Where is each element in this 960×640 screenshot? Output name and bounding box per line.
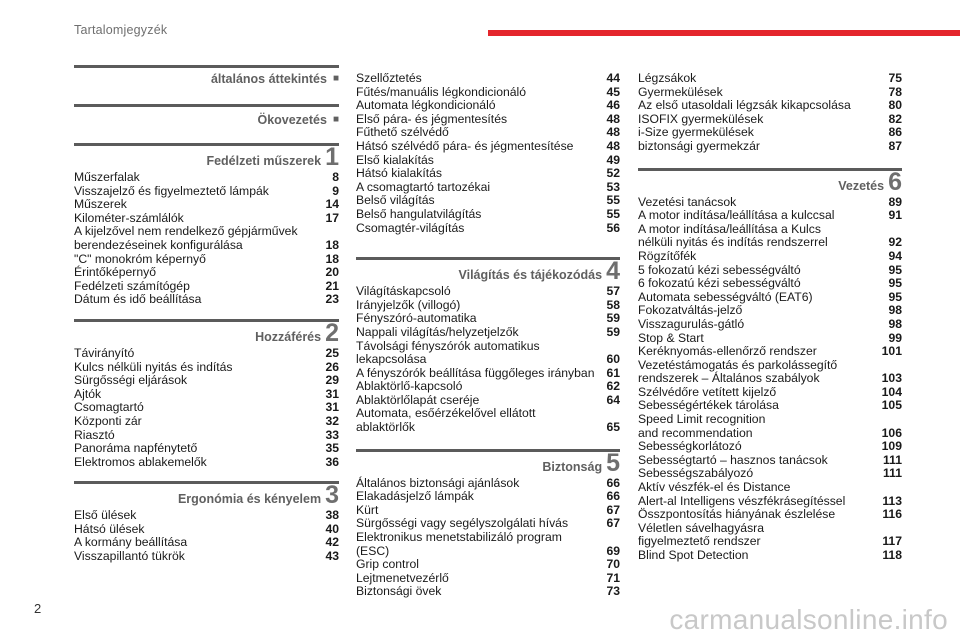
toc-entry-title: Automata sebességváltó (EAT6) [638,289,813,304]
toc-entry-title: Távolsági fényszórók automatikus lekapcsolása [356,338,540,367]
section-marker-icon: ■ [332,73,339,84]
toc-entry[interactable] [356,140,620,154]
toc-entry-page: 57 [606,284,620,299]
toc-entry-page: 58 [606,297,620,312]
toc-entry-title: Érintőképernyő [74,265,156,280]
toc-entry-title: ISOFIX gyermekülések [638,111,764,126]
toc-entry[interactable] [74,509,339,523]
toc-entry-page: 111 [883,452,902,467]
toc-entry-page: 18 [325,251,339,266]
toc-entry-title: Fényszóró-automatika [356,311,477,326]
toc-column-2 [356,72,620,599]
section-title: Biztonság [542,459,603,474]
toc-entry-page: 98 [888,316,902,331]
toc-entry[interactable] [638,359,902,386]
toc-entry-page: 31 [325,386,339,401]
toc-entry-page: 101 [881,344,902,359]
toc-entry[interactable] [356,477,620,491]
toc-entry[interactable] [74,429,339,443]
toc-entry-title: Elektromos ablakemelők [74,454,207,469]
toc-entry-title: Gyermekülések [638,84,723,99]
toc-entry-title: Panoráma napfénytető [74,441,198,456]
toc-entry-page: 21 [325,278,339,293]
toc-entry-title: Aktív vészfék-el és Distance Alert-al Intelligens vészfékrásegítéssel [638,480,846,508]
toc-entry-title: Ajtók [74,386,102,401]
toc-entry-page: 66 [606,489,620,504]
toc-entry-page: 116 [882,507,902,522]
toc-entry-title: A kijelzővel nem rendelkező gépjárművek berendezéseinek konfigurálása [74,224,298,252]
toc-entry-page: 94 [888,248,902,263]
toc-entry-page: 73 [606,584,620,599]
toc-entry-page: 104 [881,384,902,399]
toc-entry-title: Hátsó szélvédő pára- és jégmentesítése [356,138,574,153]
toc-entry-page: 86 [888,125,902,140]
toc-entry-title: Ablaktörlő-kapcsoló [356,379,463,394]
toc-entry-page: 71 [606,570,620,585]
toc-entry-page: 59 [606,324,620,339]
toc-entry[interactable] [638,481,902,508]
toc-entry-page: 89 [888,194,902,209]
toc-entry-page: 95 [888,262,902,277]
section-header-2[interactable] [74,318,339,347]
toc-entry[interactable] [356,167,620,181]
toc-entry[interactable] [638,126,902,140]
toc-entry-page: 67 [606,502,620,517]
toc-entry[interactable] [356,380,620,394]
toc-entry[interactable] [638,332,902,346]
toc-entry-page: 95 [888,289,902,304]
toc-entry[interactable] [638,113,902,127]
toc-entry-title: A kormány beállítása [74,535,188,550]
toc-entry-title: Általános biztonsági ajánlások [356,475,520,490]
toc-entry-page: 48 [606,125,620,140]
section-title: Hozzáférés [255,329,322,344]
toc-entry-title: Fűthető szélvédő [356,125,449,140]
toc-entry[interactable] [74,212,339,226]
toc-entry[interactable] [638,440,902,454]
toc-entry[interactable] [638,549,902,563]
toc-entry-title: Elektronikus menetstabilizáló program (ESC) [356,530,562,558]
section-entries [356,477,620,599]
toc-entry-page: 70 [606,557,620,572]
toc-entry[interactable] [74,523,339,537]
toc-entry[interactable] [74,388,339,402]
toc-entry-page: 55 [606,193,620,208]
toc-entry-page: 103 [881,371,902,386]
toc-entry-title: Belső világítás [356,193,435,208]
section-title: Ökovezetés [257,113,327,127]
section-number: 2 [325,318,339,347]
toc-entry-page: 29 [325,373,339,388]
toc-entry[interactable] [74,347,339,361]
toc-entry[interactable] [356,312,620,326]
toc-entry-page: 35 [325,441,339,456]
section-title: Fedélzeti műszerek [206,154,322,168]
toc-entry-title: Az első utasoldali légzsák kikapcsolása [638,98,851,113]
toc-entry-page: 105 [881,398,902,413]
toc-entry-page: 61 [606,365,620,380]
section-marker-icon: ■ [332,114,339,125]
toc-entry-title: Blind Spot Detection [638,548,749,562]
toc-entry-page: 82 [888,111,902,126]
toc-entry-title: Dátum és idő beállítása [74,292,202,307]
section-number: 6 [888,167,902,196]
toc-entry-title: Belső hangulatvilágítás [356,206,482,221]
toc-entry[interactable] [74,171,339,185]
toc-entry-page: 49 [606,152,620,167]
toc-entry-title: 6 fokozatú kézi sebességváltó [638,276,801,291]
toc-entry-page: 117 [882,534,902,549]
toc-entry-page: 62 [606,379,620,394]
toc-entry[interactable] [638,467,902,481]
toc-entry-page: 9 [332,183,339,198]
toc-entry[interactable] [638,413,902,440]
toc-entry[interactable] [356,504,620,518]
toc-entry-title: Sebességkorlátozó [638,439,742,454]
toc-entry-page: 56 [606,220,620,235]
toc-entry-page: 111 [883,466,902,481]
toc-column-3 [638,72,902,563]
toc-entry-page: 43 [325,549,339,564]
toc-entry-page: 18 [325,237,339,252]
toc-entry-title: Első ülések [74,508,137,523]
section-number: 4 [606,257,620,286]
toc-entry[interactable] [356,99,620,113]
section-number: 5 [606,448,620,477]
section-title: Ergonómia és kényelem [177,492,322,507]
section-number: 3 [325,481,339,510]
toc-entry-title: A motor indítása/leállítása a kulccsal [638,208,835,223]
toc-entry[interactable] [638,277,902,291]
watermark: carmanualsonline.info [669,604,948,635]
toc-entry[interactable] [74,415,339,429]
toc-entry[interactable] [356,154,620,168]
toc-entry-page: 31 [325,400,339,415]
toc-entry[interactable] [74,374,339,388]
toc-entry[interactable] [74,361,339,375]
toc-entry-page: 52 [606,166,620,181]
section-header-5[interactable] [356,448,620,477]
toc-entry-title: Légzsákok [638,71,697,85]
header-accent-bar [488,30,960,36]
section-header-4[interactable] [356,257,620,286]
toc-entry[interactable] [638,386,902,400]
toc-entry-title: Első kialakítás [356,152,434,167]
toc-entry[interactable] [356,531,620,558]
toc-entry-title: Csomagtartó [74,400,144,415]
toc-entry[interactable] [356,208,620,222]
toc-entry[interactable] [638,264,902,278]
toc-entry[interactable] [638,318,902,332]
toc-entry-page: 32 [325,413,339,428]
toc-entry[interactable] [638,454,902,468]
toc-entry-page: 20 [325,265,339,280]
toc-entry-title: Műszerek [74,197,127,212]
toc-entry-page: 78 [888,84,902,99]
section-header-eco[interactable] [74,100,339,145]
section-entries [74,347,339,469]
toc-entry[interactable] [356,407,620,434]
toc-entry-title: i-Size gyermekülések [638,125,754,140]
toc-entry-title: Hátsó ülések [74,521,145,536]
toc-entry-page: 75 [888,71,902,85]
toc-entry-title: Vezetéstámogatás és parkolássegítő rendszerek – Általános szabályok [638,357,838,386]
toc-entry-title: A csomagtartó tartozékai [356,179,491,194]
toc-entry[interactable] [356,222,620,236]
toc-entry-page: 95 [888,276,902,291]
toc-entry-title: A fényszórók beállítása függőleges irányban [356,365,595,380]
toc-entry-title: Automata, esőérzékelővel ellátott ablaktörlők [356,406,536,435]
toc-entry-title: Nappali világítás/helyzetjelzők [356,324,519,339]
toc-entry-title: 5 fokozatú kézi sebességváltó [638,262,801,277]
toc-entry[interactable] [356,113,620,127]
toc-entry-page: 38 [325,508,339,523]
toc-entry-page: 65 [606,420,620,435]
toc-entry[interactable] [638,508,902,522]
toc-entry[interactable] [638,250,902,264]
toc-entry-title: Első pára- és jégmentesítés [356,111,508,126]
toc-entry[interactable] [638,209,902,223]
toc-entry-page: 92 [888,235,902,250]
toc-entry[interactable] [638,291,902,305]
section-entries [356,285,620,435]
toc-entry-title: Távirányító [74,345,135,360]
toc-entry-title: A motor indítása/leállítása a Kulcs nélküli nyitás és indítás rendszerrel [638,221,828,250]
toc-entry-page: 42 [325,535,339,550]
toc-entry-page: 33 [325,427,339,442]
toc-entry-title: Visszajelző és figyelmeztető lámpák [74,183,269,198]
section-entries [74,171,339,307]
toc-entry[interactable] [356,394,620,408]
toc-entry-title: Szellőztetés [356,71,422,85]
section-title: általános áttekintés [210,72,327,86]
toc-entry[interactable] [74,550,339,564]
toc-entry[interactable] [638,399,902,413]
toc-entry[interactable] [356,558,620,572]
toc-entry-page: 25 [325,345,339,360]
toc-entry-title: Automata légkondicionáló [356,98,496,113]
toc-entry[interactable] [74,456,339,470]
toc-entry-title: Visszagurulás-gátló [638,316,745,331]
toc-entry[interactable] [74,266,339,280]
toc-entry[interactable] [638,72,902,86]
toc-entry-title: Sürgősségi vagy segélyszolgálati hívás [356,516,569,531]
toc-entry-page: 48 [606,138,620,153]
header-title: Tartalomjegyzék [74,23,168,37]
toc-entry-page: 14 [325,197,339,212]
page-number: 2 [34,601,42,616]
toc-entry-title: Sebességértékek tárolása [638,398,779,413]
toc-entry-page: 44 [606,71,620,85]
toc-entry[interactable] [356,572,620,586]
toc-entry[interactable] [74,198,339,212]
toc-entry-page: 113 [882,493,902,508]
toc-entry-title: Összpontosítás hiányának észlelése [638,507,836,522]
toc-entry[interactable] [356,367,620,381]
toc-entry-title: Riasztó [74,427,115,442]
toc-entry-page: 53 [606,179,620,194]
toc-entry-title: Központi zár [74,413,142,428]
toc-entry[interactable] [356,86,620,100]
toc-entry[interactable] [74,185,339,199]
toc-entry[interactable] [638,140,902,154]
toc-entry-page: 36 [325,454,339,469]
toc-entry-page: 59 [606,311,620,326]
section-header-6[interactable] [638,167,902,196]
toc-entry[interactable] [356,340,620,367]
toc-entry-page: 26 [325,359,339,374]
toc-entry-page: 17 [325,210,339,225]
toc-entry-page: 91 [888,208,902,223]
toc-entry[interactable] [638,86,902,100]
toc-entry-page: 118 [882,548,902,562]
toc-entry-title: Biztonsági övek [356,584,442,599]
toc-entry-title: "C" monokróm képernyő [74,251,206,266]
toc-entry-title: Csomagtér-világítás [356,220,465,235]
toc-entry[interactable] [356,490,620,504]
toc-entry-title: Speed Limit recognition and recommendation [638,412,766,440]
toc-entry-title: Grip control [356,557,419,572]
toc-entry[interactable] [638,345,902,359]
toc-entry[interactable] [638,304,902,318]
toc-entry-title: Lejtmenetvezérlő [356,570,449,585]
toc-entry[interactable] [638,522,902,549]
toc-entry-page: 69 [606,543,620,558]
toc-entry-page: 80 [888,98,902,113]
toc-entry-page: 8 [332,170,339,184]
toc-entry-page: 55 [606,206,620,221]
toc-entry[interactable] [74,280,339,294]
section-header-overview[interactable] [74,60,339,88]
toc-entry-page: 99 [888,330,902,345]
section-header-3[interactable] [74,481,339,510]
toc-entry[interactable] [356,517,620,531]
toc-entry[interactable] [356,326,620,340]
toc-entry-page: 45 [606,84,620,99]
toc-entry-title: Elakadásjelző lámpák [356,489,474,504]
toc-entry-title: Sürgősségi eljárások [74,373,188,388]
toc-entry-page: 98 [888,303,902,318]
toc-entry-title: Vezetési tanácsok [638,194,737,209]
toc-entry-title: Szélvédőre vetített kijelző [638,384,777,399]
toc-column-1 [74,60,339,564]
toc-entry[interactable] [74,401,339,415]
toc-entry-title: Fűtés/manuális légkondicionáló [356,84,527,99]
toc-entry-title: Keréknyomás-ellenőrző rendszer [638,344,817,359]
toc-entry[interactable] [356,194,620,208]
toc-entry-title: Stop & Start [638,330,704,345]
toc-entry-page: 109 [881,439,902,454]
toc-entry[interactable] [74,536,339,550]
toc-entry-page: 67 [606,516,620,531]
toc-entry-title: Irányjelzők (villogó) [356,297,461,312]
toc-entry[interactable] [356,285,620,299]
toc-entry[interactable] [356,585,620,599]
toc-entry-title: Kulcs nélküli nyitás és indítás [74,359,233,374]
toc-entry-title: Sebességtartó – hasznos tanácsok [638,452,828,467]
toc-entry[interactable] [74,442,339,456]
toc-entry-title: Ablaktörlőlapát cseréje [356,392,480,407]
toc-entry-page: 60 [606,352,620,367]
toc-entry-page: 106 [881,425,902,440]
section-entries [74,509,339,563]
section-title: Világítás és tájékozódás [458,268,603,283]
toc-entry[interactable] [74,293,339,307]
section-title: Vezetés [838,178,885,193]
section-entries [638,196,902,563]
toc-entry[interactable] [356,126,620,140]
toc-entry-title: Műszerfalak [74,170,140,184]
section-entries [638,72,902,154]
toc-entry-title: Fedélzeti számítógép [74,278,190,293]
toc-entry-page: 66 [606,475,620,490]
toc-entry-title: Kilométer-számlálók [74,210,184,225]
toc-entry[interactable] [74,225,339,252]
section-number: 1 [325,143,339,171]
toc-entry-title: biztonsági gyermekzár [638,138,760,153]
toc-entry-title: Világításkapcsoló [356,284,451,299]
toc-entry-page: 64 [606,392,620,407]
toc-entry-page: 23 [325,292,339,307]
section-header-1[interactable] [74,143,339,171]
toc-entry-page: 46 [606,98,620,113]
toc-entry[interactable] [356,72,620,86]
toc-entry[interactable] [638,223,902,250]
toc-entry-title: Kürt [356,502,379,517]
toc-entry[interactable] [356,299,620,313]
toc-entry-title: Hátsó kialakítás [356,166,443,181]
toc-entry-title: Rögzítőfék [638,248,697,263]
toc-entry-title: Véletlen sávelhagyásra figyelmeztető rendszer [638,520,765,549]
toc-entry[interactable] [356,181,620,195]
toc-entry-page: 87 [888,138,902,153]
toc-entry[interactable] [638,99,902,113]
toc-entry[interactable] [638,196,902,210]
toc-entry-title: Fokozatváltás-jelző [638,303,743,318]
toc-entry-title: Visszapillantó tükrök [74,549,185,564]
toc-entry-page: 48 [606,111,620,126]
section-entries [356,72,620,235]
toc-entry-page: 40 [325,521,339,536]
toc-entry-title: Sebességszabályozó [638,466,754,481]
